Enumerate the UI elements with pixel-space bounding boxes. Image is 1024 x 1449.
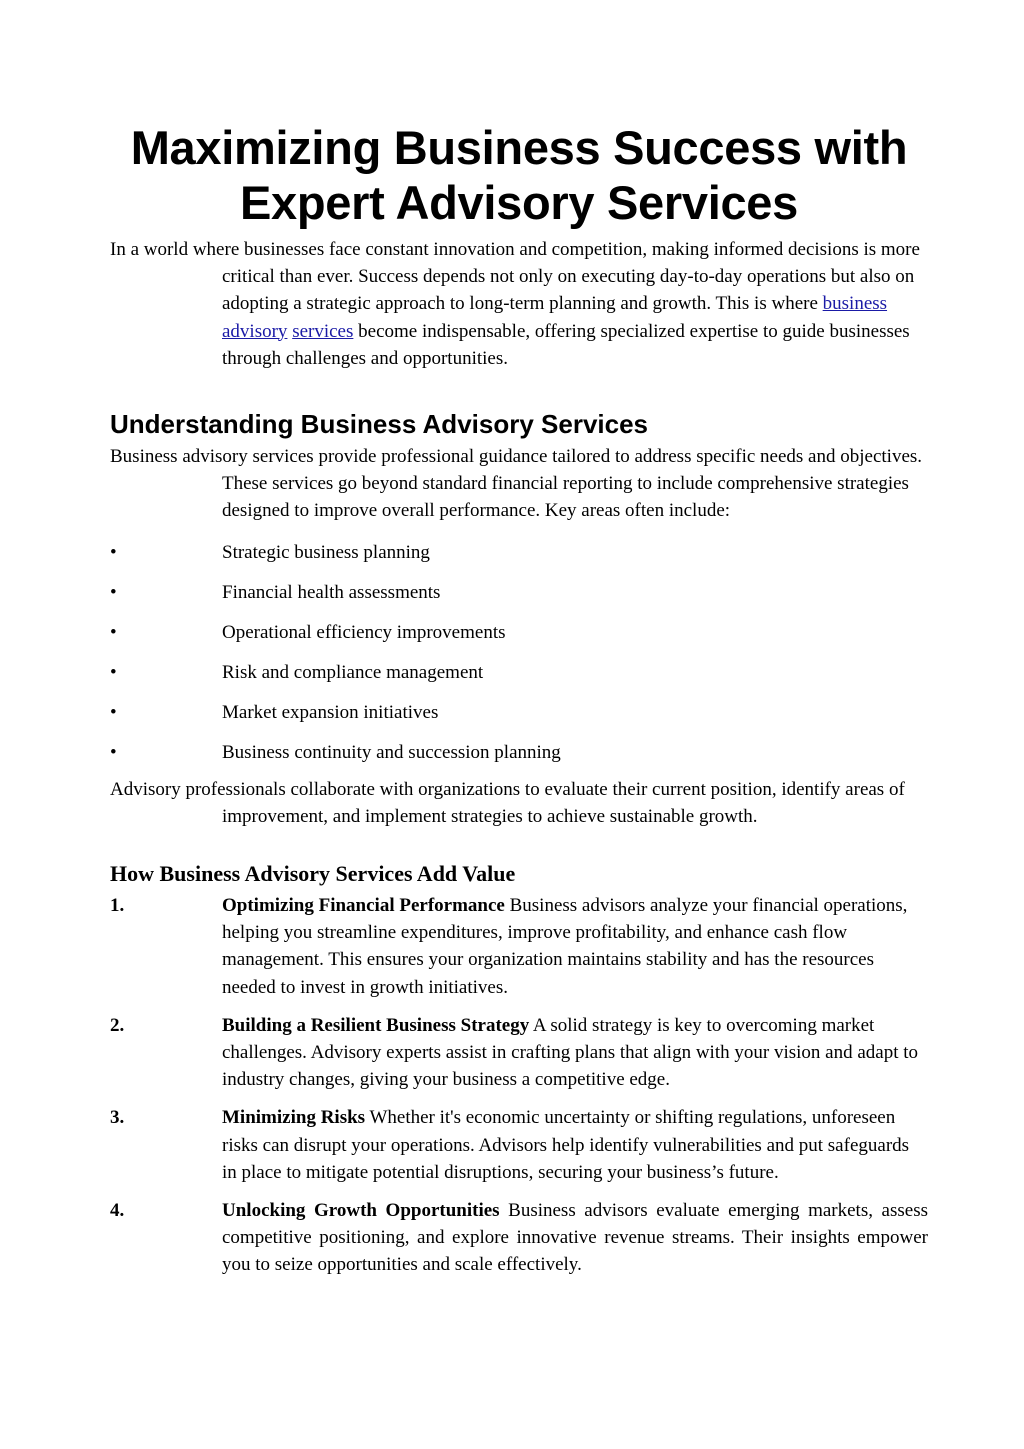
item-number: 3. [110,1107,125,1129]
list-item-text: Business continuity and succession planning [222,741,561,763]
bullet-marker: • [110,581,117,603]
bullet-marker: • [110,741,117,763]
numbered-item [110,892,928,1001]
item-lead: Optimizing Financial Performance [222,895,505,917]
item-number: 4. [110,1200,125,1222]
item-text: Business advisors evaluate emerging markets, assess competitive positioning, and explore innovative revenue streams. Their insights empower you to seize opportunities and scale effectively. [222,1200,928,1276]
list-item-text: Market expansion initiatives [222,701,439,723]
business-advisory-link[interactable]: business advisory [222,293,888,342]
key-areas-list [110,539,928,766]
list-item [110,539,928,566]
item-lead: Unlocking Growth Opportunities [222,1200,500,1222]
bullet-marker: • [110,661,117,683]
list-item-text: Risk and compliance management [222,661,484,683]
bullet-marker: • [110,541,117,563]
item-text: A solid strategy is key to overcoming market challenges. Advisory experts assist in crafting plans that align with your vision and adapt to industry changes, giving your business a competitive edge. [222,1014,919,1091]
item-text: Business advisors analyze your financial operations, helping you streamline expenditures, improve profitability, and enhance cash flow management. This ensures your organization maintains stability and has the resources needed to invest in growth initiatives. [222,895,908,998]
numbered-item [110,1197,928,1279]
bullet-marker: • [110,701,117,723]
list-item-text: Strategic business planning [222,541,430,563]
list-item [110,699,928,726]
numbered-item [110,1012,928,1094]
services-link[interactable]: services [292,320,354,342]
item-text: Whether it's economic uncertainty or shifting regulations, unforeseen risks can disrupt your operations. Advisors help identify vulnerabilities and put safeguards in place to mitigate potential disruptions, securing your business’s future. [222,1107,910,1183]
list-item [110,739,928,766]
item-lead: Minimizing Risks [222,1107,366,1129]
section-understanding-paragraph: Business advisory services provide professional guidance tailored to address specific needs and objectives. These services go beyond standard financial reporting to include comprehensive strategies designed to improve overall performance. Key areas often include: [110,446,923,522]
list-item [110,659,928,686]
section-understanding-closing: Advisory professionals collaborate with organizations to evaluate their current position, identify areas of improvement, and implement strategies to achieve sustainable growth. [110,778,905,827]
section-heading-understanding: Understanding Business Advisory Services [110,409,649,440]
value-list [110,892,928,1279]
item-number: 2. [110,1014,125,1036]
intro-text-after: become indispensable, offering specialized expertise to guide businesses through challenges and opportunities. [222,320,910,369]
list-item [110,619,928,646]
list-item-text: Financial health assessments [222,581,441,603]
document-page [110,120,928,1290]
bullet-marker: • [110,621,117,643]
list-item [110,579,928,606]
section-heading-value: How Business Advisory Services Add Value [110,861,516,887]
list-item-text: Operational efficiency improvements [222,621,506,643]
intro-paragraph [110,236,928,372]
item-number: 1. [110,895,125,917]
page-title: Maximizing Business Success with Expert Advisory Services [130,121,908,229]
numbered-item [110,1104,928,1186]
item-lead: Building a Resilient Business Strategy [222,1014,530,1036]
intro-text-before: In a world where businesses face constant innovation and competition, making informed decisions is more critical than ever. Success depends not only on executing day-to-day operations but also on adopting a strategic approach to long-term planning and growth. This is where [110,239,920,315]
